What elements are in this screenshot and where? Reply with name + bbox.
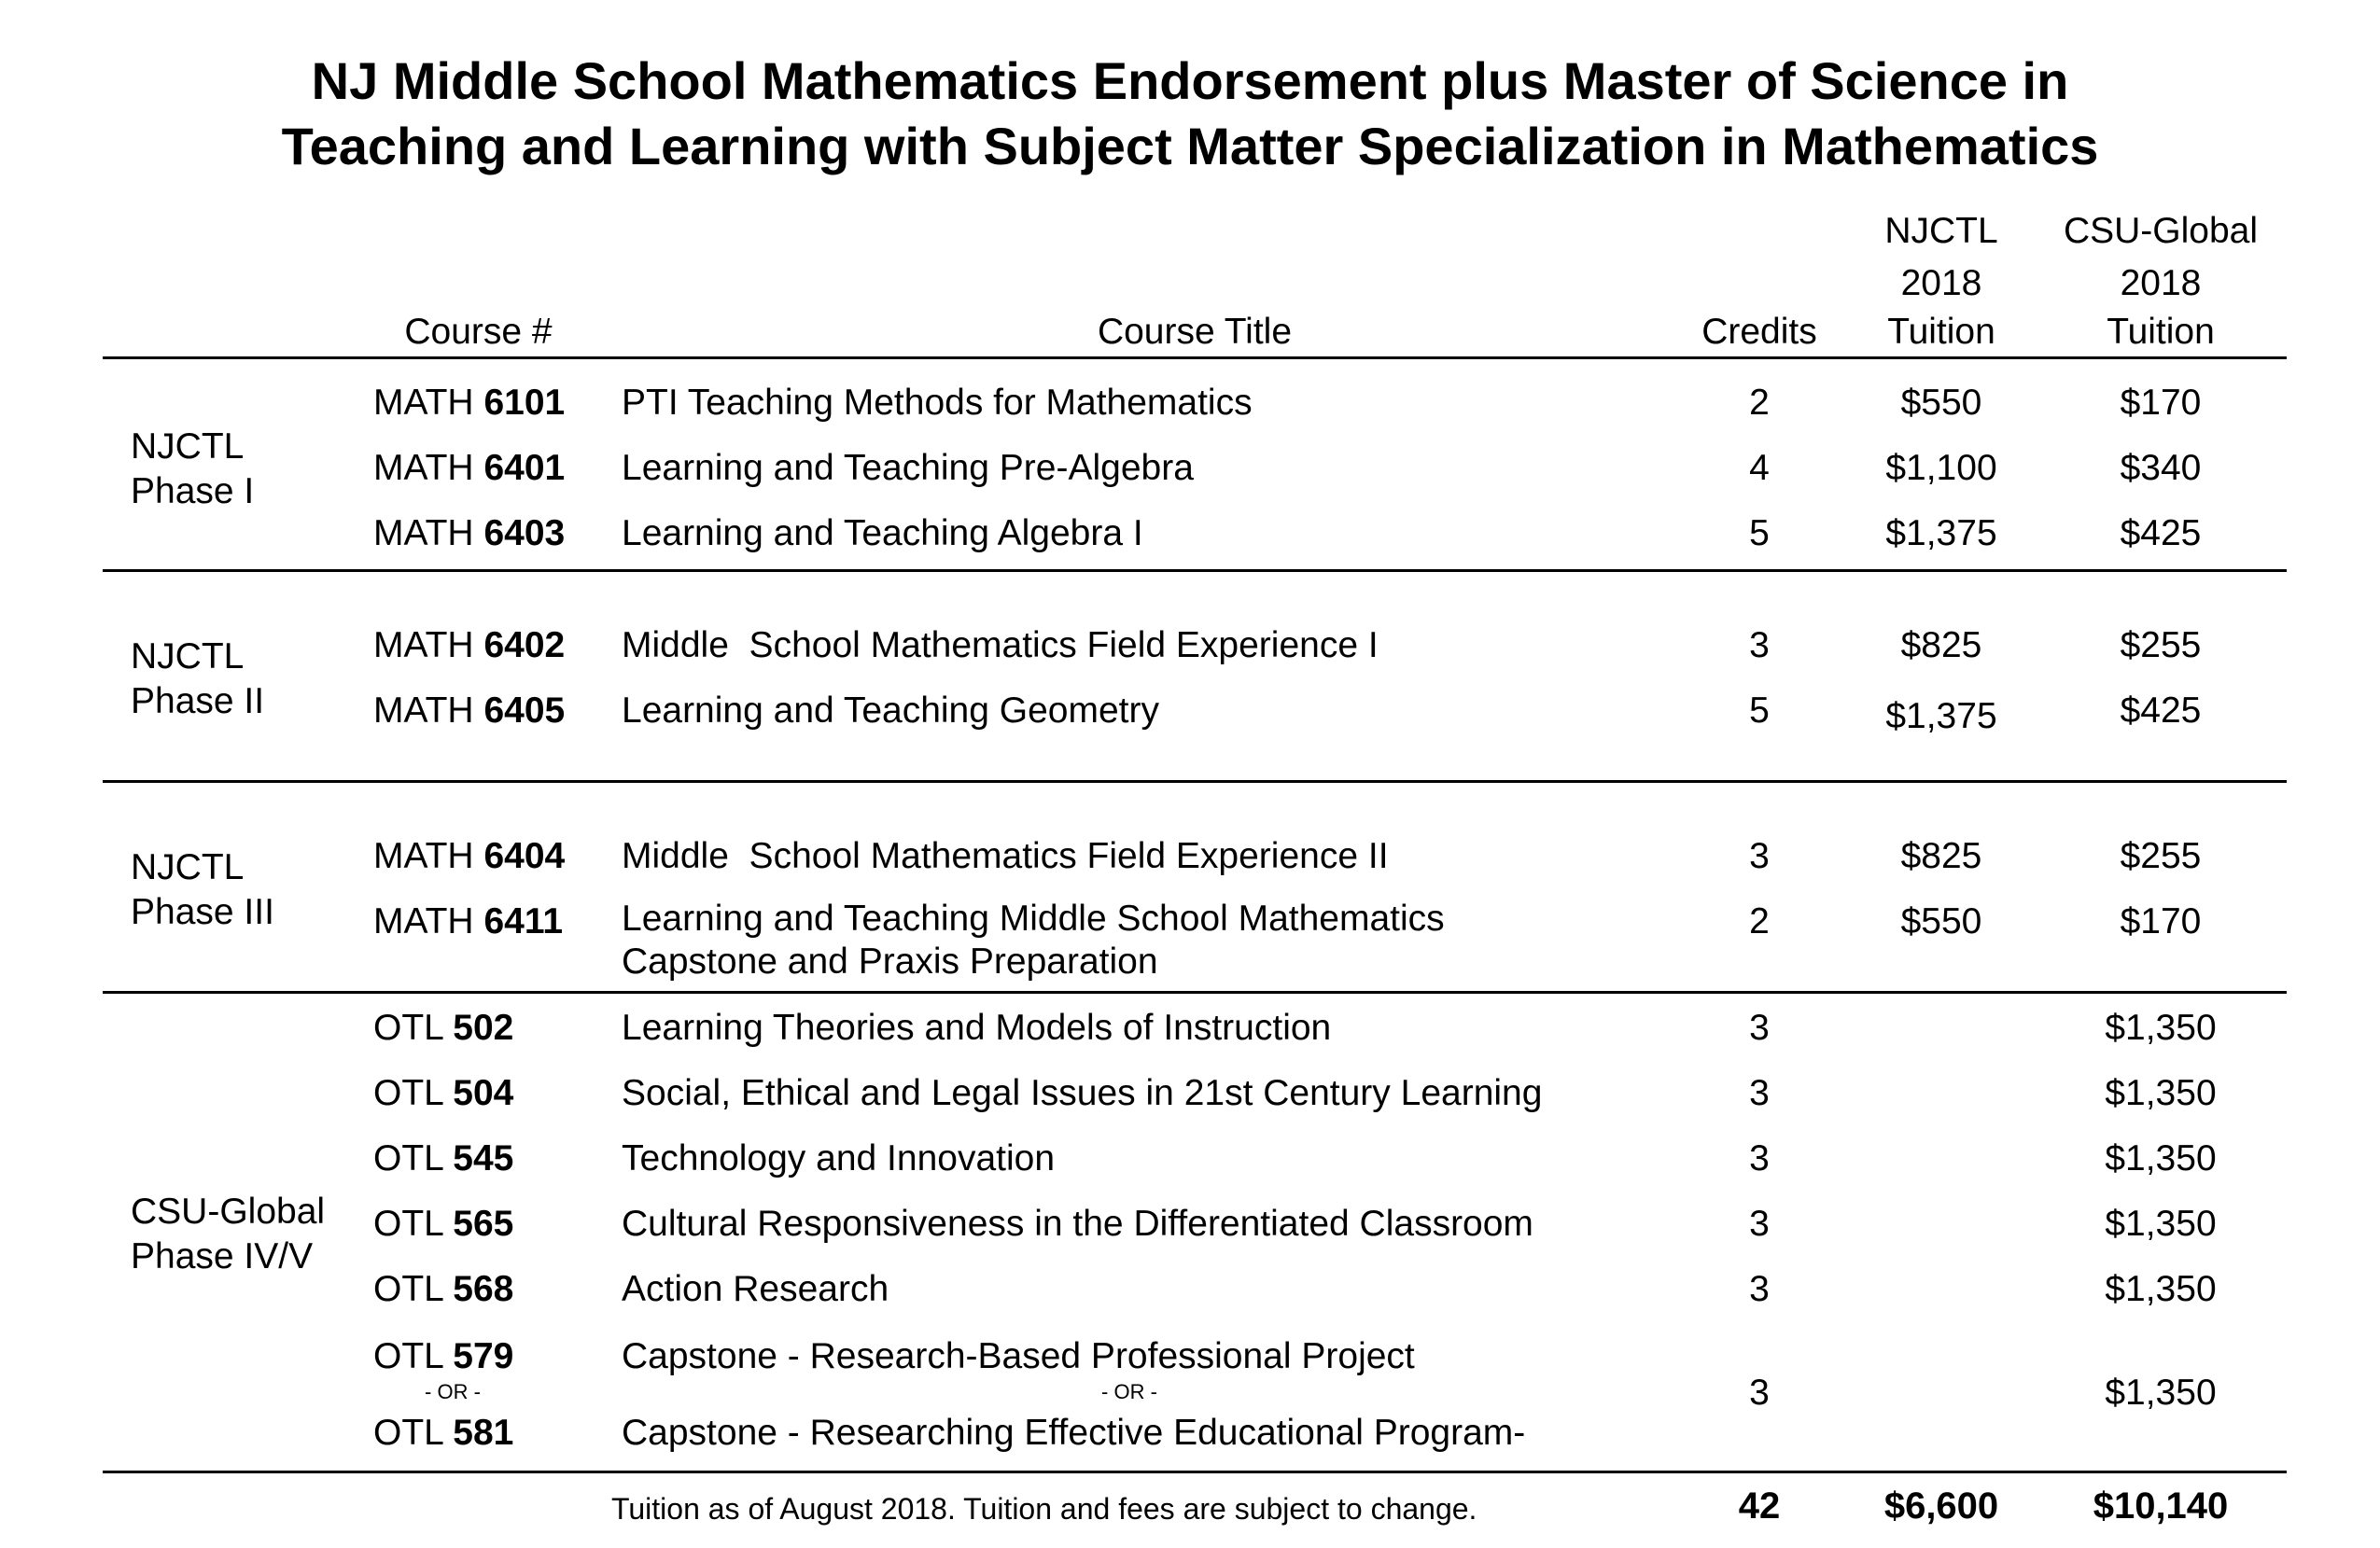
course-credits: 4 <box>1749 448 1770 488</box>
header-njctl-2: 2018 <box>1900 263 1982 303</box>
course-title <box>622 898 1445 983</box>
course-credits: 3 <box>1749 625 1770 665</box>
course-csu-tuition: $255 <box>2120 836 2202 876</box>
course-csu-tuition: $1,350 <box>2105 1008 2217 1048</box>
course-title: Capstone - Research-Based Professional Project <box>622 1336 1415 1376</box>
course-row <box>0 509 2380 558</box>
rule-phase-2 <box>103 780 2287 783</box>
course-credits: 2 <box>1749 901 1770 941</box>
course-njctl-tuition: $1,100 <box>1885 448 1997 488</box>
course-njctl-tuition: $550 <box>1900 901 1982 941</box>
course-row <box>0 1135 2380 1183</box>
course-code: MATH 6402 <box>373 625 566 665</box>
title-line-1: NJ Middle School Mathematics Endorsement plus Master of Science in <box>311 51 2069 110</box>
course-title: Cultural Responsiveness in the Differentiated Classroom <box>622 1204 1533 1244</box>
course-row <box>0 687 2380 735</box>
course-csu-tuition: $425 <box>2120 513 2202 553</box>
course-csu-tuition: $340 <box>2120 448 2202 488</box>
total-njctl-tuition: $6,600 <box>1883 1485 1999 1527</box>
course-row <box>0 1004 2380 1053</box>
document-title <box>0 49 2380 179</box>
course-code: OTL 568 <box>373 1269 514 1309</box>
header-csu-2: 2018 <box>2120 263 2202 303</box>
course-credits: 3 <box>1749 1138 1770 1178</box>
course-title: PTI Teaching Methods for Mathematics <box>622 383 1253 423</box>
course-code: MATH 6405 <box>373 690 566 731</box>
course-njctl-tuition: $825 <box>1900 836 1982 876</box>
course-code: MATH 6404 <box>373 836 566 876</box>
course-title: Learning Theories and Models of Instruction <box>622 1008 1332 1048</box>
course-row <box>0 621 2380 670</box>
tuition-note: Tuition as of August 2018. Tuition and fees are subject to change. <box>611 1492 1477 1526</box>
course-code: MATH 6403 <box>373 513 566 553</box>
course-njctl-tuition: $1,375 <box>1885 696 1997 736</box>
course-njctl-tuition: $825 <box>1900 625 1982 665</box>
course-csu-tuition: $1,350 <box>2105 1073 2217 1113</box>
course-row <box>0 1200 2380 1248</box>
header-njctl-3: Tuition <box>1887 312 1995 352</box>
course-credits: 3 <box>1749 1269 1770 1309</box>
course-code: OTL 581 <box>373 1413 514 1453</box>
course-csu-tuition: $1,350 <box>2105 1204 2217 1244</box>
course-title: Learning and Teaching Geometry <box>622 690 1159 731</box>
course-code: MATH 6101 <box>373 383 566 423</box>
capstone-or-title: - OR - <box>1101 1380 1157 1403</box>
phase-label-1: NJCTL Phase I <box>131 426 255 511</box>
course-csu-tuition: $170 <box>2120 901 2202 941</box>
course-title: Social, Ethical and Legal Issues in 21st Century Learning <box>622 1073 1543 1113</box>
rule-header <box>103 356 2287 359</box>
course-title: Middle School Mathematics Field Experience II <box>622 836 1389 876</box>
capstone-or-code: - OR - <box>425 1380 481 1403</box>
header-course-number: Course # <box>404 312 553 352</box>
course-title: Learning and Teaching Pre-Algebra <box>622 448 1194 488</box>
course-row <box>0 898 2380 991</box>
course-code: OTL 545 <box>373 1138 514 1178</box>
phase-label-4: CSU-Global Phase IV/V <box>131 1192 326 1276</box>
phase-label-2: NJCTL Phase II <box>131 636 265 721</box>
rule-phase-3 <box>103 991 2287 994</box>
rule-phase-4 <box>103 1471 2287 1473</box>
rule-phase-1 <box>103 569 2287 572</box>
course-credits: 5 <box>1749 513 1770 553</box>
course-title-line-1: Learning and Teaching Middle School Mathematics <box>622 899 1445 939</box>
header-csu-3: Tuition <box>2107 312 2215 352</box>
phase-label-3: NJCTL Phase III <box>131 847 274 932</box>
course-credits: 3 <box>1749 1204 1770 1244</box>
course-code: OTL 504 <box>373 1073 514 1113</box>
course-code: OTL 565 <box>373 1204 514 1244</box>
course-credits: 5 <box>1749 690 1770 731</box>
course-csu-tuition: $1,350 <box>2105 1138 2217 1178</box>
course-csu-tuition: $255 <box>2120 625 2202 665</box>
course-credits: 3 <box>1749 836 1770 876</box>
course-code: MATH 6411 <box>373 901 564 941</box>
course-njctl-tuition: $1,375 <box>1885 513 1997 553</box>
course-row <box>0 1069 2380 1118</box>
total-credits: 42 <box>1738 1485 1781 1527</box>
course-row <box>0 832 2380 881</box>
title-line-2: Teaching and Learning with Subject Matter Specialization in Mathematics <box>281 117 2099 175</box>
course-code: OTL 579 <box>373 1336 514 1376</box>
course-csu-tuition: $1,350 <box>2105 1269 2217 1309</box>
course-csu-tuition: $1,350 <box>2105 1373 2217 1413</box>
course-credits: 3 <box>1749 1373 1770 1413</box>
header-njctl-1: NJCTL <box>1884 211 1998 251</box>
course-row <box>0 444 2380 493</box>
header-credits: Credits <box>1701 312 1817 352</box>
course-title: Learning and Teaching Algebra I <box>622 513 1143 553</box>
course-csu-tuition: $170 <box>2120 383 2202 423</box>
header-csu-1: CSU-Global <box>2063 211 2259 251</box>
course-title: Capstone - Researching Effective Educational Program- <box>622 1413 1526 1453</box>
course-row <box>0 1265 2380 1314</box>
header-course-title: Course Title <box>1097 312 1293 352</box>
course-credits: 3 <box>1749 1073 1770 1113</box>
course-code: MATH 6401 <box>373 448 566 488</box>
course-title: Action Research <box>622 1269 889 1309</box>
capstone-values <box>0 1369 2380 1417</box>
total-csu-tuition: $10,140 <box>2093 1485 2229 1527</box>
course-credits: 3 <box>1749 1008 1770 1048</box>
course-csu-tuition: $425 <box>2120 690 2202 731</box>
course-njctl-tuition: $550 <box>1900 383 1982 423</box>
course-title: Middle School Mathematics Field Experience I <box>622 625 1379 665</box>
course-credits: 2 <box>1749 383 1770 423</box>
course-code: OTL 502 <box>373 1008 514 1048</box>
course-row <box>0 379 2380 427</box>
course-title-line-2: Capstone and Praxis Preparation <box>622 941 1158 982</box>
course-title: Technology and Innovation <box>622 1138 1056 1178</box>
